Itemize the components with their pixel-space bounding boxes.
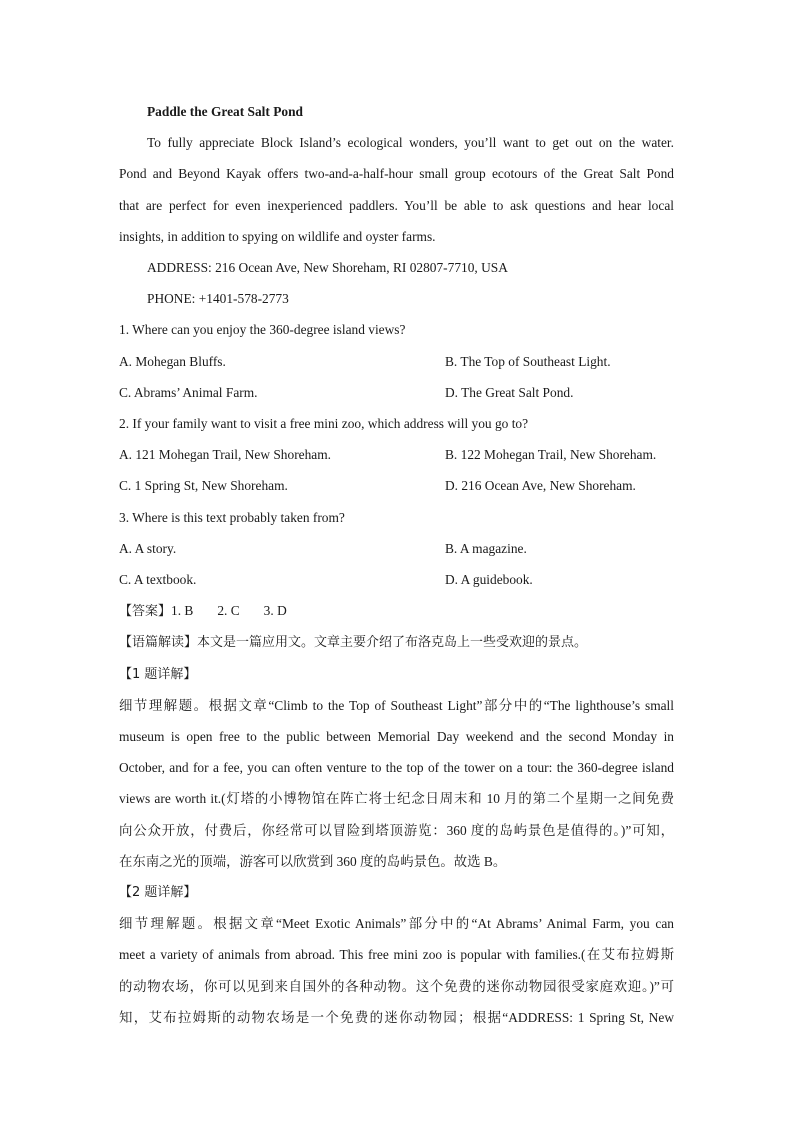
question-1-option-c: C. Abrams’ Animal Farm. [119, 384, 258, 400]
question-2-prompt: 2. If your family want to visit a free mini zoo, which address will you go to? [119, 416, 529, 432]
question-3-prompt: 3. Where is this text probably taken from? [119, 509, 345, 525]
question-2-option-b: B. 122 Mohegan Trail, New Shoreham. [445, 447, 657, 463]
detail-2-heading: 【2 题详解】 [119, 885, 197, 901]
passage-body-line: insights, in addition to spying on wildlife and oyster farms. [119, 228, 436, 244]
detail-1-line: views are worth it.(灯塔的小博物馆在阵亡将士纪念日周末和 10 月的第二个星期一之间免费 [119, 791, 674, 807]
question-2-options-row-2 [119, 470, 674, 501]
detail-2-line: meet a variety of animals from abroad. This free mini zoo is popular with families.(在艾布拉姆斯 [119, 947, 674, 963]
question-2-option-c: C. 1 Spring St, New Shoreham. [119, 478, 288, 494]
question-2-option-a: A. 121 Mohegan Trail, New Shoreham. [119, 447, 332, 463]
question-3-option-d: D. A guidebook. [445, 572, 533, 588]
document-page [119, 96, 674, 1033]
passage-body-line: that are perfect for even inexperienced paddlers. You’ll be able to ask questions and hear local [119, 197, 674, 213]
detail-2-line: 的动物农场，你可以见到来自国外的各种动物。这个免费的迷你动物园很受家庭欢迎。)”可 [119, 978, 674, 994]
question-1-option-d: D. The Great Salt Pond. [445, 384, 574, 400]
detail-1-heading: 【1 题详解】 [119, 666, 197, 682]
question-2-options-row-1 [119, 439, 674, 470]
detail-1-line: 向公众开放，付费后，你经常可以冒险到塔顶游览：360 度的岛屿景色是值得的。)”可知， [119, 822, 674, 838]
detail-2-line: 知，艾布拉姆斯的动物农场是一个免费的迷你动物园；根据“ADDRESS: 1 Spring St, New [119, 1009, 674, 1025]
answer-line [119, 595, 674, 627]
passage-title: Paddle the Great Salt Pond [147, 104, 303, 119]
question-1-option-b: B. The Top of Southeast Light. [445, 353, 611, 369]
answer-item: 3. D [263, 603, 287, 619]
answer-item: 1. B [171, 603, 194, 619]
question-3-option-b: B. A magazine. [445, 540, 527, 556]
question-3-option-a: A. A story. [119, 540, 177, 556]
question-1-options-row-1 [119, 346, 674, 377]
question-1-option-a: A. Mohegan Bluffs. [119, 353, 226, 369]
detail-1-line: 在东南之光的顶端，游客可以欣赏到 360 度的岛屿景色。故选 B。 [119, 853, 507, 869]
passage-phone: PHONE: +1401-578-2773 [147, 291, 289, 307]
question-2-option-d: D. 216 Ocean Ave, New Shoreham. [445, 478, 636, 494]
answer-label: 【答案】 [119, 604, 172, 620]
detail-1-line: 细节理解题。根据文章“Climb to the Top of Southeast Light”部分中的“The lighthouse’s small [119, 697, 674, 713]
detail-2-line: 细节理解题。根据文章“Meet Exotic Animals”部分中的“At Abrams’ Animal Farm, you can [119, 916, 674, 932]
question-1-options-row-2 [119, 377, 674, 408]
passage-address: ADDRESS: 216 Ocean Ave, New Shoreham, RI 02807-7710, USA [147, 260, 508, 276]
question-3-options-row-1 [119, 533, 674, 564]
summary-line [119, 627, 674, 658]
passage-body-line: To fully appreciate Block Island’s ecological wonders, you’ll want to get out on the water. [147, 135, 674, 151]
question-1-prompt: 1. Where can you enjoy the 360-degree island views? [119, 322, 406, 338]
detail-1-line: October, and for a fee, you can often venture to the top of the tower on a tour: the 360-degree island [119, 760, 674, 776]
passage-body-line: Pond and Beyond Kayak offers two-and-a-half-hour small group ecotours of the Great Salt Pond [119, 166, 674, 182]
answer-item: 2. C [217, 603, 240, 619]
summary-label: 【语篇解读】 [119, 635, 198, 651]
question-3-option-c: C. A textbook. [119, 572, 197, 588]
summary-text: 本文是一篇应用文。文章主要介绍了布洛克岛上一些受欢迎的景点。 [197, 635, 588, 651]
question-3-options-row-2 [119, 564, 674, 595]
detail-1-line: museum is open free to the public between Memorial Day weekend and the second Monday in [119, 729, 674, 745]
